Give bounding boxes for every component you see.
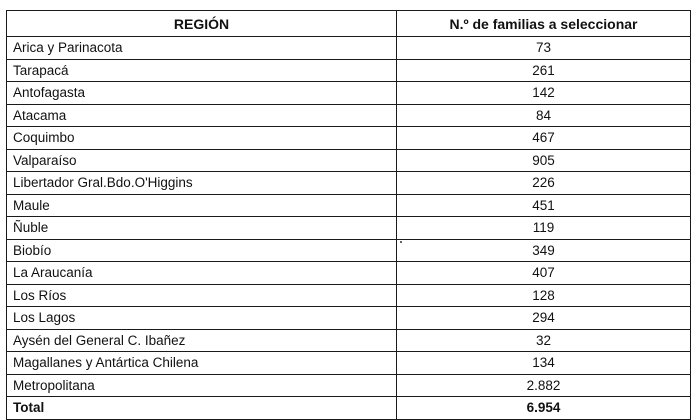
region-name-cell: Magallanes y Antártica Chilena [7,352,397,375]
region-name-cell: Los Ríos [7,284,397,307]
region-name-cell: Atacama [7,104,397,127]
table-row [7,37,691,60]
family-count-cell: 84 [397,104,691,127]
family-count-cell: 142 [397,82,691,105]
family-count-cell: 134 [397,352,691,375]
family-count-cell: 119 [397,217,691,240]
families-by-region-table [6,10,691,420]
family-count-cell: 294 [397,307,691,330]
count-column-header: N.º de familias a seleccionar [397,11,691,37]
region-name-cell: Maule [7,194,397,217]
family-count-cell: 451 [397,194,691,217]
family-count-cell: 32 [397,329,691,352]
region-name-cell: Tarapacá [7,59,397,82]
table-row [7,82,691,105]
region-name-cell: Ñuble [7,217,397,240]
table-row [7,149,691,172]
family-count-cell: 226 [397,172,691,195]
region-name-cell: Antofagasta [7,82,397,105]
family-count-cell: 2.882 [397,374,691,397]
region-name-cell: Los Lagos [7,307,397,330]
family-count-cell: 128 [397,284,691,307]
region-name-cell: Valparaíso [7,149,397,172]
family-count-cell: 261 [397,59,691,82]
table-row [7,262,691,285]
table-row [7,284,691,307]
table-row [7,59,691,82]
table-row [7,217,691,240]
table-row [7,104,691,127]
table-row [7,374,691,397]
table-row [7,307,691,330]
family-count-cell: 467 [397,127,691,150]
total-count: 6.954 [397,397,691,420]
total-label: Total [7,397,397,420]
region-name-cell: Coquimbo [7,127,397,150]
total-row [7,397,691,420]
region-name-cell: Aysén del General C. Ibañez [7,329,397,352]
table-row [7,194,691,217]
table-row [7,239,691,262]
region-name-cell: La Araucanía [7,262,397,285]
region-column-header: REGIÓN [7,11,397,37]
table-row [7,127,691,150]
family-count-cell: 905 [397,149,691,172]
region-name-cell: Metropolitana [7,374,397,397]
table-body [7,37,691,397]
family-count-cell: 73 [397,37,691,60]
table-row [7,329,691,352]
table-row [7,172,691,195]
table-header-row [7,11,691,37]
table-row [7,352,691,375]
family-count-cell: 349 [397,239,691,262]
scan-speck [400,241,402,243]
region-name-cell: Biobío [7,239,397,262]
region-name-cell: Libertador Gral.Bdo.O'Higgins [7,172,397,195]
region-name-cell: Arica y Parinacota [7,37,397,60]
family-count-cell: 407 [397,262,691,285]
